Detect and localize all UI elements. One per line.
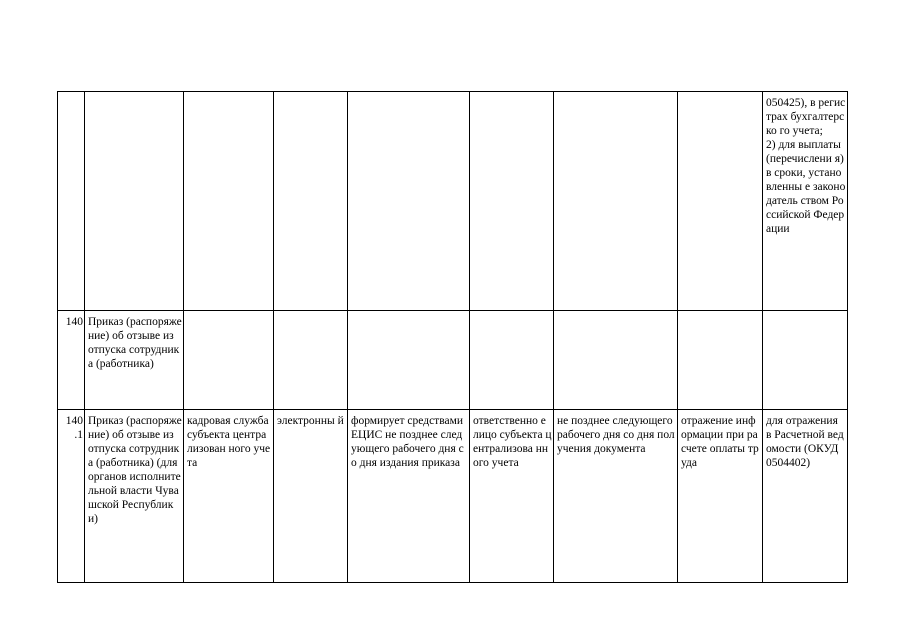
action-cell: формирует средствами ЕЦИС не позднее следующего рабочего дня со дня издания приказа: [348, 410, 470, 583]
row-number-cell: 140: [58, 311, 85, 410]
responsible-person-cell: [470, 92, 554, 311]
purpose-cell: [763, 311, 848, 410]
responsible-person-cell: [470, 311, 554, 410]
purpose-cell: для отражения в Расчетной ведомости (ОКУД 0504402): [763, 410, 848, 583]
action-cell: [348, 311, 470, 410]
document-form-cell: [274, 92, 348, 311]
responsible-unit-cell: [184, 311, 274, 410]
table-row: [58, 311, 848, 410]
purpose-cell: 050425), в регистрах бухгалтерско го учета; 2) для выплаты (перечислени я) в сроки, установленны е законодатель ством Российской Федерации: [763, 92, 848, 311]
document-form-cell: [274, 311, 348, 410]
deadline-cell: [554, 311, 678, 410]
deadline-cell: не позднее следующего рабочего дня со дня получения документа: [554, 410, 678, 583]
table-row: [58, 410, 848, 583]
row-number-cell: [58, 92, 85, 311]
deadline-cell: [554, 92, 678, 311]
document-name-cell: [85, 92, 184, 311]
responsible-unit-cell: [184, 92, 274, 311]
document-table: [57, 91, 848, 583]
document-name-cell: Приказ (распоряжение) об отзыве из отпуска сотрудника (работника): [85, 311, 184, 410]
table-row: [58, 92, 848, 311]
document-form-cell: электронны й: [274, 410, 348, 583]
responsible-unit-cell: кадровая служба субъекта централизован ного учета: [184, 410, 274, 583]
row-number-cell: 140 .1: [58, 410, 85, 583]
reflection-cell: [678, 92, 763, 311]
document-name-cell: Приказ (распоряжение) об отзыве из отпуска сотрудника (работника) (для органов исполнительной власти Чувашской Республики): [85, 410, 184, 583]
reflection-cell: отражение информации при расчете оплаты труда: [678, 410, 763, 583]
reflection-cell: [678, 311, 763, 410]
action-cell: [348, 92, 470, 311]
responsible-person-cell: ответственно е лицо субъекта централизова нного учета: [470, 410, 554, 583]
